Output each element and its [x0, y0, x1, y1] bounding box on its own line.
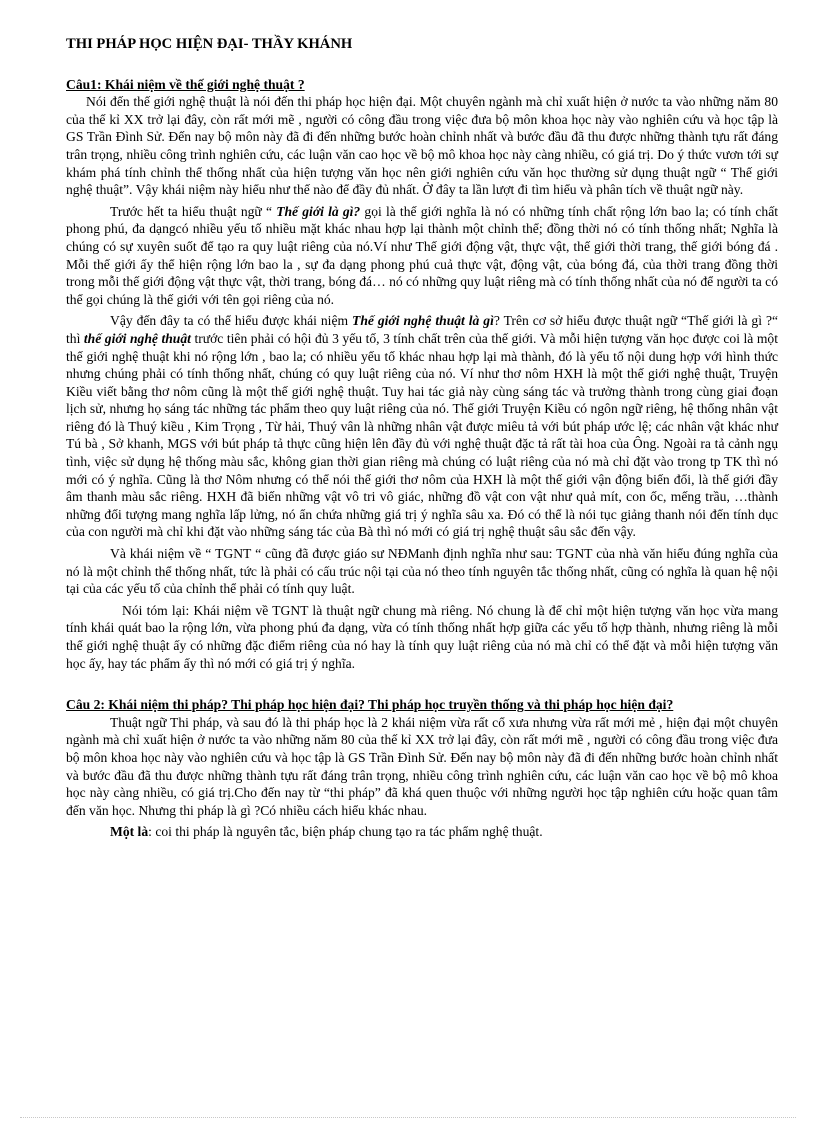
- q1-paragraph-2: Trước hết ta hiểu thuật ngữ “ Thế giới là gì? gọi là thế giới nghĩa là nó có những tính chất rộng lớn bao la; có tính chất phong phú, đa dạngcó nhiều yếu tố nhiều mặt khác nhau hợp lại thành một chỉnh thể; đồng thời nó có tính thống nhất; Nghĩa là chúng có sự xuyên suốt để tạo ra quy luật riêng của nó.Ví như Thế giới động vật, thực vật, thế giới thời trang, thế giới bóng đá . Mỗi thế giới ấy thể hiện rộng lớn bao la , sự đa dạng phong phú cuả thực vật, động vật, của bóng đá, của thời trang đồng thời trong mỗi thế giới động vật thực vật, thời trang, bóng đá… nó có những quy luật riêng mà có tính thống nhất của nó để người ta có thể gọi chúng là thế giới với tên gọi riêng của nó.: [66, 203, 779, 307]
- q1-paragraph-4: Và khái niệm về “ TGNT “ cũng đã được giáo sư NĐManh định nghĩa như sau: TGNT của nhà văn hiểu đúng nghĩa của nó là một chỉnh thể thống nhất, tức là phải có cấu trúc nội tại của nó theo tính nguyên tắc thống nhất, cũng có nghĩa là quan hệ nội tại của các yếu tố của chỉnh thể phải có tính quy luật.: [66, 546, 778, 597]
- q2-paragraph-2: Một là: coi thi pháp là nguyên tắc, biện pháp chung tạo ra tác phẩm nghệ thuật.: [110, 824, 543, 840]
- document-page: [66, 36, 778, 845]
- term-the-gioi-nghe-thuat: Thế giới nghệ thuật là gì: [352, 313, 494, 329]
- term-the-gioi: Thế giới là gì?: [276, 203, 361, 219]
- q2-paragraph-1: Thuật ngữ Thi pháp, và sau đó là thi pháp học là 2 khái niệm vừa rất cổ xưa nhưng vừa rất mới mẻ , hiện đại một chuyên ngành mà chỉ xuất hiện ở nước ta vào những năm 80 của thế kỉ XX trở lại đây, còn rất mới mẽ , người có công đầu trong việc đưa bộ môn khoa học này vào nghiên cứu và học tập là GS Trần Đình Sử. Đến nay bộ môn này đã đi đến những bước hoàn chỉnh nhất và bước đầu đã thu được những thành tựu rất đáng trân trọng, nhiều công trình nghiên cứu, các luận văn cao học về bộ mô khoa học này càng nhiều, có giá trị.Cho đến nay từ “thi pháp” đã khá quen thuộc với những người học tập nghiên cứu hoặc quan tâm đến văn học. Nhưng thi pháp là gì ?Có nhiều cách hiểu khác nhau.: [66, 714, 778, 818]
- section-gap: [66, 676, 778, 696]
- page-bottom-rule: [20, 1117, 796, 1118]
- term-the-gioi-nghe-thuat-inline: thế giới nghệ thuật: [83, 330, 191, 346]
- q1-paragraph-5: Nói tóm lại: Khái niệm về TGNT là thuật ngữ chung mà riêng. Nó chung là để chỉ một hiện tượng văn học vừa mang tính khái quát bao la rộng lớn, vừa phong phú đa dạng, vừa có tính thống nhất hợp giữa các yếu tố hợp thành, nhưng riêng là mỗi thế giới nghệ thuật ấy có những đặc điểm riêng của nó hay là tính quy luật riêng của nó mà chỉ có thể đặt và mỗi hiện tượng văn học ấy, hay tác phẩm ấy thì nó mới có giá trị ý nghĩa.: [66, 602, 778, 671]
- question-1-heading: Câu1: Khái niệm về thế giới nghệ thuật ?: [66, 76, 305, 92]
- question-2-heading: Câu 2: Khái niệm thi pháp? Thi pháp học hiện đại? Thi pháp học truyền thống và thi pháp học hiện đại?: [66, 697, 674, 713]
- document-title: THI PHÁP HỌC HIỆN ĐẠI- THẦY KHÁNH: [66, 36, 353, 52]
- q1-paragraph-1: Nói đến thế giới nghệ thuật là nói đến thi pháp học hiện đại. Một chuyên ngành mà chỉ xuất hiện ở nước ta vào những năm 80 của thế kỉ XX trở lại đây, còn rất mới mẽ , người có công đầu trong việc đưa bộ môn khoa học này vào nghiên cứu và học tập là GS Trần Đình Sử. Đến nay bộ môn này đã đi đến những bước hoàn chỉnh nhất và bước đầu đã thu được những thành tựu rất đáng trân trọng, nhiều công trình nghiên cứu, các luận văn cao học về bộ mô khoa học này càng nhiều, có giá trị. Do ý thức vươn tới sự khám phá tính chỉnh thể thống nhất của hiện tượng văn học nên giới nghiên cứu văn học thường sử dụng thuật ngữ “ Thế giới nghệ thuật”. Vậy khái niệm này hiểu như thế nào để đầy đủ nhất. Ở đây ta lần lượt đi tìm hiểu và phân tích về thuật ngữ này.: [66, 94, 778, 198]
- term-mot-la: Một là: [110, 824, 149, 840]
- q1-paragraph-3: Vậy đến đây ta có thể hiểu được khái niệm Thế giới nghệ thuật là gì? Trên cơ sở hiểu được thuật ngữ “Thế giới là gì ?“ thì thế giới nghệ thuật trước tiên phải có hội đủ 3 yếu tố, 3 tính chất trên của thế giới. Và mỗi hiện tượng văn học được coi là một thế giới nghệ thuật khi nó rộng lớn , bao la; có nhiều yếu tố khác nhau hợp lại mà thành, đó là yếu tố nội dung hợp với hình thức nhưng chúng phải có tính thống nhất, chúng có quy luật riêng của nó. Ví như thơ nôm HXH là một thế giới nghệ thuật, Truyện Kiều viết bằng thơ nôm cũng là một thế giới nghệ thuật. Tuy hai tác giả này cùng sáng tác và trưởng thành trong cùng giai đoạn lịch sử, nhưng họ sáng tác những tác phẩm theo quy luật riêng của nó. Thế giới Truyện Kiều có ngôn ngữ riêng, hệ thống nhân vật riêng đó là Thuý kiều , Kim Trọng , Từ hải, Thuý vân là những nhân vật được miêu tả với bút pháp ước lệ; các nhân vật khác như Tú bà , Sở khanh, MGS với bút pháp tả thực cũng hiện lên đầy đủ với nghệ thuật đặc tả rất tài hoa của Ông. Ngoài ra tả cảnh ngụ tình, việc sử dụng hệ thống màu sắc, không gian thời gian riêng mà chúng có luật riêng của nó mà chỉ đặt vào trong tp TK thì nó mới có ý nghĩa. Cũng là thơ Nôm nhưng có thể nói thế giới thơ nôm của HXH là một thế giới vận động biến đổi, là thế giới đầy âm thanh màu sắc riêng. HXH đã biến những vật vô tri vô giác, những đồ vật con vật như quả mít, con ốc, mếng trầu, …thành những đối tượng mang nghĩa lấp lửng, nó ẩn chứa những giá trị ý nghĩa sâu xa. Đó có thể là nói tục giảng thanh nói đến tính dục của con người mà chỉ khi đặt vào những sáng tác của Bà thì nó mới có giá trị nghệ thuật sâu sắc đến vậy.: [66, 313, 779, 540]
